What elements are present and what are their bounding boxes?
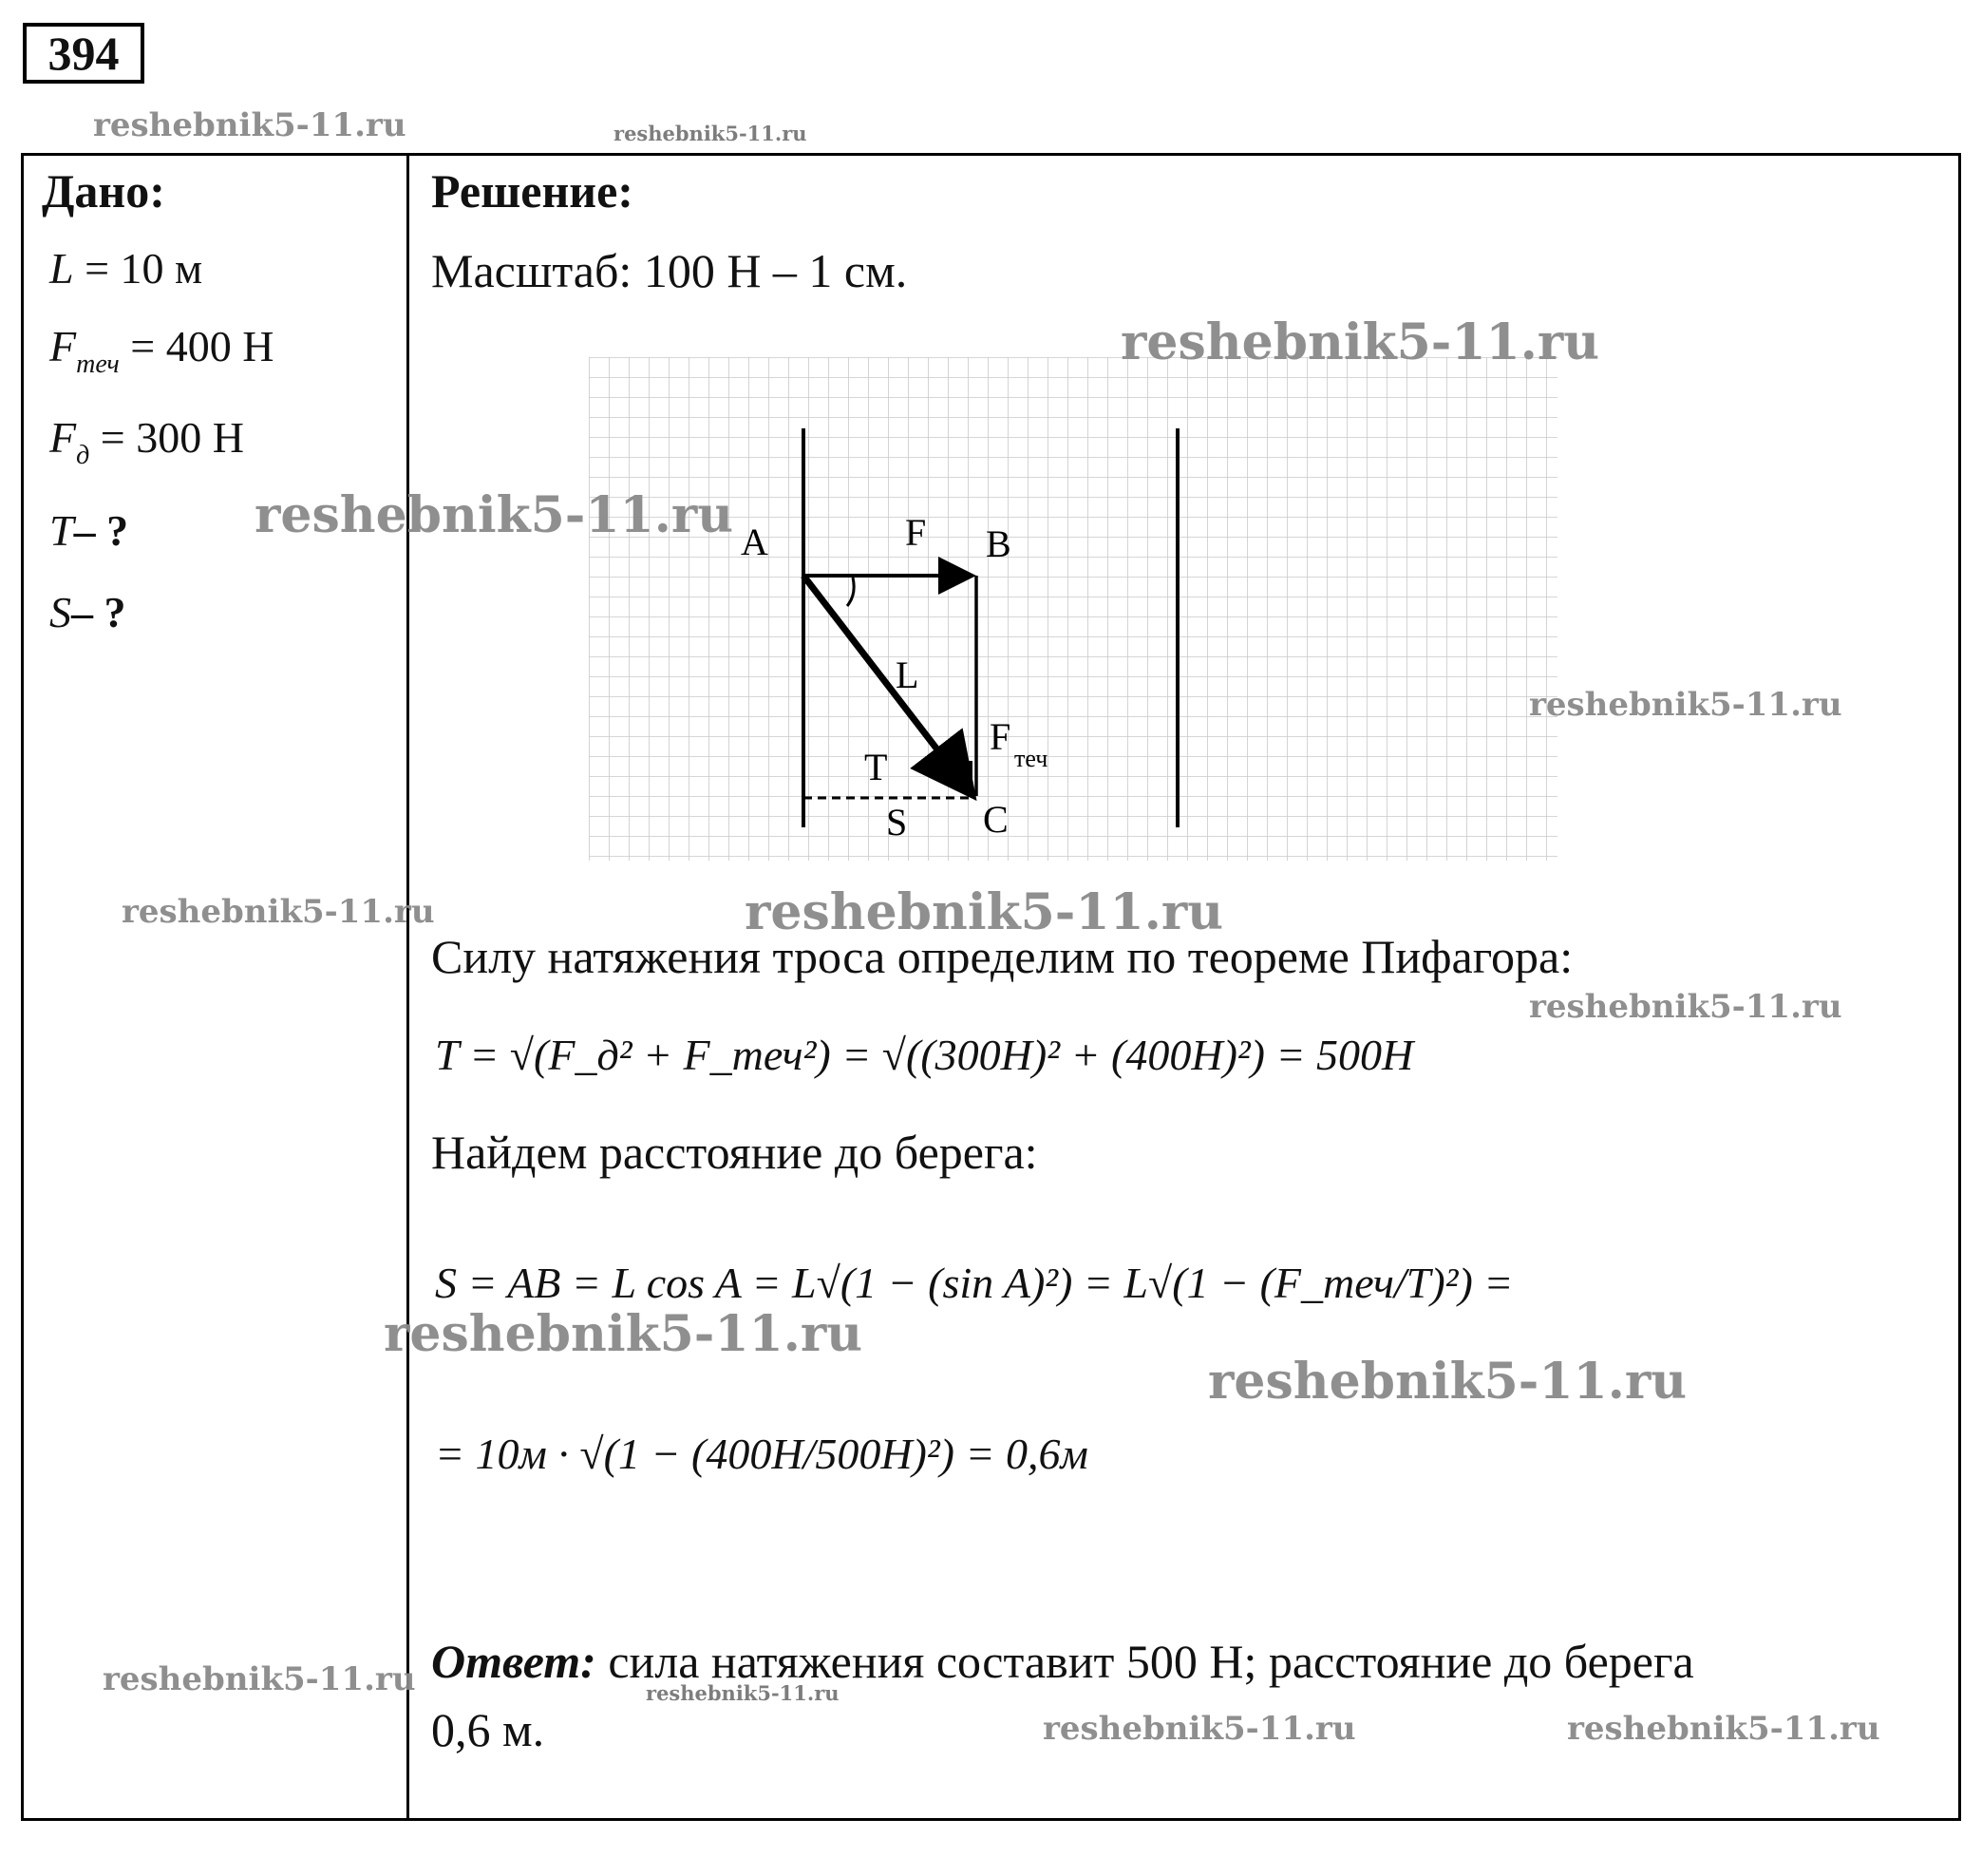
answer-line-2: 0,6 м. — [431, 1703, 545, 1756]
problem-number: 394 — [23, 23, 144, 84]
watermark: reshebnik5-11.ru — [1208, 1353, 1688, 1411]
given-flow-force: $F_{теч} = 400$ Н — [49, 322, 274, 379]
given-length: L = 10 м — [49, 244, 203, 293]
label-b: B — [986, 522, 1011, 565]
given-tension-unknown: T– ? — [49, 506, 129, 555]
formula-distance-1: S = AB = L cos A = L√(1 − (sin A)²) = L√(1 − (F_теч/T)²) = — [435, 1259, 1514, 1307]
watermark: reshebnik5-11.ru — [1567, 1710, 1880, 1748]
watermark: reshebnik5-11.ru — [613, 122, 807, 145]
label-f-flow-sub: теч — [1014, 745, 1048, 772]
watermark: reshebnik5-11.ru — [103, 1660, 416, 1698]
watermark: reshebnik5-11.ru — [384, 1305, 863, 1363]
given-wind-force: $F_д = 300$ Н — [49, 413, 244, 470]
answer-line — [431, 1634, 1694, 1689]
watermark: reshebnik5-11.ru — [122, 893, 435, 931]
label-c: C — [983, 798, 1009, 841]
column-divider — [406, 153, 409, 1821]
watermark: reshebnik5-11.ru — [1529, 988, 1842, 1026]
watermark: reshebnik5-11.ru — [255, 486, 734, 544]
distance-text: Найдем расстояние до берега: — [431, 1126, 1038, 1179]
answer-text: сила натяжения составит 500 Н; расстояние до берега — [608, 1635, 1694, 1688]
grid-paper — [589, 357, 1557, 861]
scale-text: Масштаб: 100 Н – 1 см. — [431, 244, 908, 297]
formula-tension: T = √(F_д² + F_теч²) = √((300H)² + (400H)²) = 500H — [435, 1031, 1414, 1079]
solution-heading: Решение: — [431, 164, 633, 218]
given-distance-unknown: S– ? — [49, 588, 126, 636]
formula-distance-2: = 10м · √(1 − (400H/500H)²) = 0,6м — [435, 1430, 1088, 1478]
watermark: reshebnik5-11.ru — [745, 883, 1224, 941]
label-a: A — [741, 521, 768, 563]
answer-label: Ответ: — [431, 1635, 596, 1688]
label-f: F — [905, 511, 927, 554]
watermark: reshebnik5-11.ru — [1529, 686, 1842, 724]
label-s: S — [886, 801, 908, 843]
label-t: T — [864, 746, 888, 788]
watermark: reshebnik5-11.ru — [1121, 313, 1600, 371]
vector-diagram — [589, 357, 1557, 861]
given-heading: Дано: — [42, 164, 165, 218]
label-l: L — [896, 654, 919, 696]
label-f-flow: F — [990, 715, 1011, 758]
watermark: reshebnik5-11.ru — [93, 106, 406, 144]
watermark: reshebnik5-11.ru — [1043, 1710, 1356, 1748]
pythagoras-text: Силу натяжения троса определим по теореме Пифагора: — [431, 930, 1574, 983]
watermark: reshebnik5-11.ru — [646, 1681, 840, 1705]
